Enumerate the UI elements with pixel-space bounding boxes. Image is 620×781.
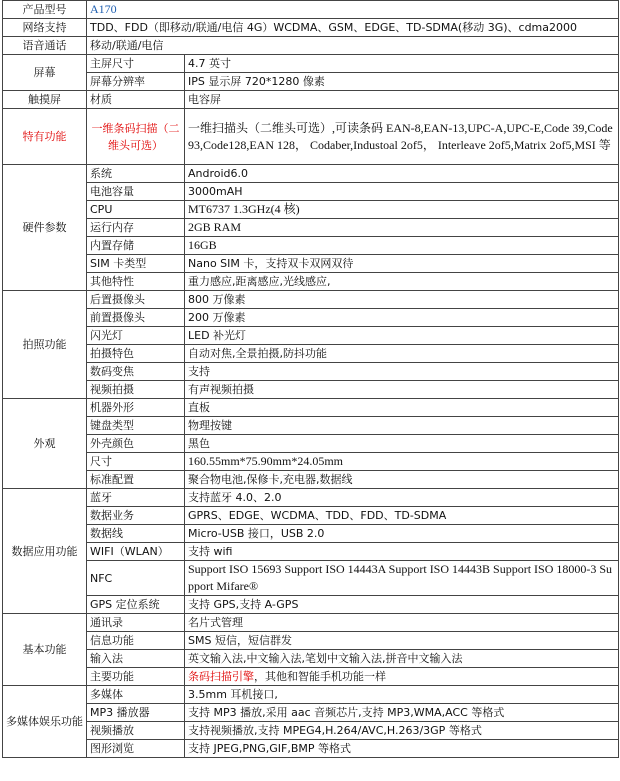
table-row (3, 489, 619, 507)
table-row (3, 73, 619, 91)
spec-value: 支持 (185, 363, 619, 381)
spec-name: 数据线 (87, 525, 185, 543)
spec-name: 系统 (87, 165, 185, 183)
category-cell: 屏幕 (3, 55, 87, 91)
spec-value: 电容屏 (185, 91, 619, 109)
spec-name: 信息功能 (87, 632, 185, 650)
table-row (3, 255, 619, 273)
spec-value: 支持视频播放,支持 MPEG4,H.264/AVC,H.263/3GP 等格式 (185, 722, 619, 740)
table-row (3, 614, 619, 632)
table-row (3, 327, 619, 345)
spec-value: Support ISO 15693 Support ISO 14443A Support ISO 14443B Support ISO 18000-3 Support Mifare® (185, 561, 619, 596)
spec-value: 聚合物电池,保修卡,充电器,数据线 (185, 471, 619, 489)
table-row (3, 417, 619, 435)
table-row (3, 37, 619, 55)
spec-value: 英文输入法,中文输入法,笔划中文输入法,拼音中文输入法 (185, 650, 619, 668)
table-row (3, 543, 619, 561)
table-row (3, 740, 619, 758)
spec-name: 材质 (87, 91, 185, 109)
spec-value: 一维扫描头（二维头可选）,可读条码 EAN-8,EAN-13,UPC-A,UPC-E,Code 39,Code 93,Code128,EAN 128， Codaber,Industoal 2of5， Interleave 2of5,Matrix 2of5,MSI 等 (185, 109, 619, 165)
category-cell: 数据应用功能 (3, 489, 87, 614)
table-row (3, 668, 619, 686)
table-row (3, 561, 619, 596)
spec-name: 闪光灯 (87, 327, 185, 345)
row-label: 网络支持 (3, 19, 87, 37)
spec-value: 16GB (185, 237, 619, 255)
spec-name: 后置摄像头 (87, 291, 185, 309)
spec-name: CPU (87, 201, 185, 219)
table-row (3, 109, 619, 165)
spec-name: MP3 播放器 (87, 704, 185, 722)
table-row (3, 453, 619, 471)
table-row (3, 399, 619, 417)
spec-value: 直板 (185, 399, 619, 417)
spec-value: MT6737 1.3GHz(4 核) (185, 201, 619, 219)
table-row (3, 507, 619, 525)
table-row (3, 291, 619, 309)
category-cell: 触摸屏 (3, 91, 87, 109)
spec-value: 支持 MP3 播放,采用 aac 音频芯片,支持 MP3,WMA,ACC 等格式 (185, 704, 619, 722)
table-row (3, 704, 619, 722)
spec-name: 视频拍摄 (87, 381, 185, 399)
spec-name: GPS 定位系统 (87, 596, 185, 614)
table-row (3, 632, 619, 650)
spec-value: 有声视频拍摄 (185, 381, 619, 399)
voice-value: 移动/联通/电信 (87, 37, 619, 55)
table-row (3, 237, 619, 255)
spec-value: 2GB RAM (185, 219, 619, 237)
spec-name: 蓝牙 (87, 489, 185, 507)
spec-name: SIM 卡类型 (87, 255, 185, 273)
spec-value: 名片式管理 (185, 614, 619, 632)
category-cell: 硬件参数 (3, 165, 87, 291)
spec-name: 内置存储 (87, 237, 185, 255)
spec-value: 3000mAH (185, 183, 619, 201)
spec-value: SMS 短信，短信群发 (185, 632, 619, 650)
spec-name: 机器外形 (87, 399, 185, 417)
spec-name: 屏幕分辨率 (87, 73, 185, 91)
spec-value: 200 万像素 (185, 309, 619, 327)
table-row (3, 722, 619, 740)
spec-name: 键盘类型 (87, 417, 185, 435)
spec-value: 黑色 (185, 435, 619, 453)
spec-value: GPRS、EDGE、WCDMA、TDD、FDD、TD-SDMA (185, 507, 619, 525)
spec-value: Android6.0 (185, 165, 619, 183)
spec-name: 主要功能 (87, 668, 185, 686)
table-row (3, 471, 619, 489)
spec-name: 输入法 (87, 650, 185, 668)
spec-value: Nano SIM 卡，支持双卡双网双待 (185, 255, 619, 273)
table-row (3, 55, 619, 73)
spec-name: 电池容量 (87, 183, 185, 201)
row-label: 产品型号 (3, 1, 87, 19)
category-cell: 特有功能 (3, 109, 87, 165)
spec-name: 主屏尺寸 (87, 55, 185, 73)
spec-name: 其他特性 (87, 273, 185, 291)
table-row (3, 363, 619, 381)
row-label: 语音通话 (3, 37, 87, 55)
spec-name: 通讯录 (87, 614, 185, 632)
network-value: TDD、FDD（即移动/联通/电信 4G）WCDMA、GSM、EDGE、TD-SDMA(移动 3G)、cdma2000 (87, 19, 619, 37)
table-row (3, 596, 619, 614)
spec-value: 支持 wifi (185, 543, 619, 561)
table-row (3, 650, 619, 668)
table-row (3, 183, 619, 201)
table-row (3, 273, 619, 291)
spec-value: 重力感应,距离感应,光线感应, (185, 273, 619, 291)
spec-value (185, 668, 619, 686)
category-cell: 多媒体娱乐功能 (3, 686, 87, 758)
category-cell: 基本功能 (3, 614, 87, 686)
spec-name: 多媒体 (87, 686, 185, 704)
spec-name: 前置摄像头 (87, 309, 185, 327)
spec-name: 视频播放 (87, 722, 185, 740)
table-row (3, 219, 619, 237)
spec-value: 支持 GPS,支持 A-GPS (185, 596, 619, 614)
category-cell: 拍照功能 (3, 291, 87, 399)
value-text: ，其他和智能手机功能一样 (254, 670, 386, 683)
model-value: A170 (87, 1, 619, 19)
spec-value: 4.7 英寸 (185, 55, 619, 73)
spec-value: 3.5mm 耳机接口, (185, 686, 619, 704)
table-row (3, 165, 619, 183)
table-row (3, 381, 619, 399)
spec-value: 160.55mm*75.90mm*24.05mm (185, 453, 619, 471)
spec-value: Micro-USB 接口，USB 2.0 (185, 525, 619, 543)
table-row (3, 435, 619, 453)
spec-value: 物理按键 (185, 417, 619, 435)
spec-name: WIFI（WLAN） (87, 543, 185, 561)
table-row (3, 525, 619, 543)
spec-name: 数码变焦 (87, 363, 185, 381)
spec-value: 800 万像素 (185, 291, 619, 309)
spec-name: 图形浏览 (87, 740, 185, 758)
table-row (3, 686, 619, 704)
spec-name: 运行内存 (87, 219, 185, 237)
spec-name: 一维条码扫描（二维头可选） (87, 109, 185, 165)
category-cell: 外观 (3, 399, 87, 489)
spec-name: 外壳颜色 (87, 435, 185, 453)
spec-table (2, 0, 619, 758)
spec-value: 自动对焦,全景拍摄,防抖功能 (185, 345, 619, 363)
table-row (3, 345, 619, 363)
spec-name: 拍摄特色 (87, 345, 185, 363)
spec-name: 标准配置 (87, 471, 185, 489)
table-row (3, 91, 619, 109)
table-row (3, 201, 619, 219)
table-row (3, 19, 619, 37)
table-row (3, 1, 619, 19)
spec-name: 数据业务 (87, 507, 185, 525)
spec-name: NFC (87, 561, 185, 596)
spec-value: 支持蓝牙 4.0、2.0 (185, 489, 619, 507)
highlight-text: 条码扫描引擎 (188, 670, 254, 683)
spec-value: IPS 显示屏 720*1280 像素 (185, 73, 619, 91)
spec-value: LED 补光灯 (185, 327, 619, 345)
spec-value: 支持 JPEG,PNG,GIF,BMP 等格式 (185, 740, 619, 758)
spec-name: 尺寸 (87, 453, 185, 471)
table-row (3, 309, 619, 327)
